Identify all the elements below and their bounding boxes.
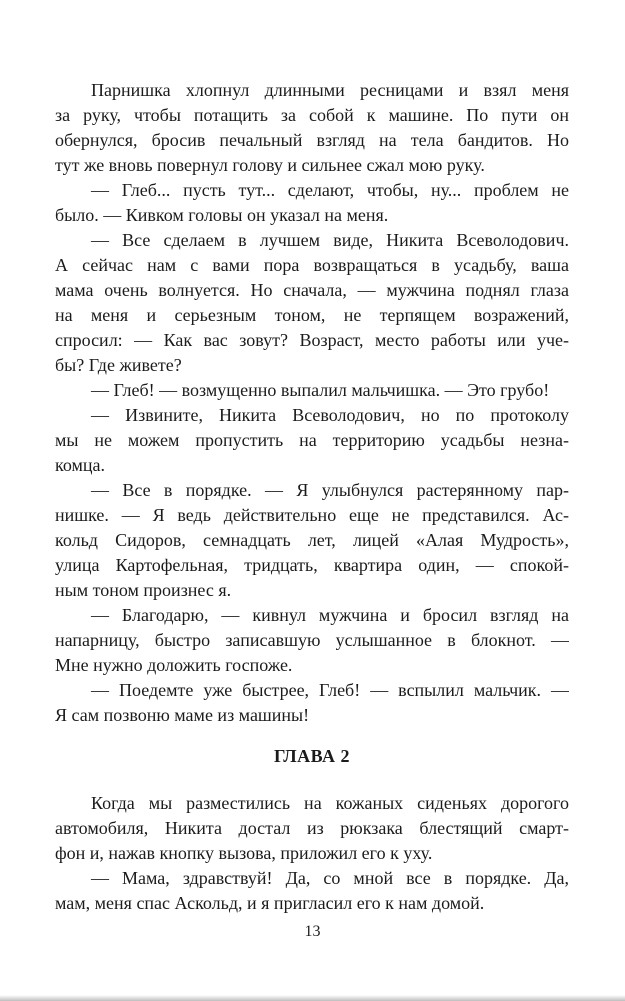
text-line: Когда мы разместились на кожаных сиденьях дорогого <box>91 793 569 813</box>
page-text <box>55 78 569 916</box>
text-line: фон и, нажав кнопку вызова, приложил его к уху. <box>55 843 433 863</box>
paragraph <box>55 866 569 916</box>
text-line: было. — Кивком головы он указал на меня. <box>55 205 389 225</box>
text-line: — Глеб! — возмущенно выпалил мальчишка. — Это грубо! <box>91 380 550 400</box>
paragraph <box>55 603 569 678</box>
paragraph <box>55 791 569 866</box>
text-line: — Извините, Никита Всеволодович, но по протоколу <box>91 405 569 425</box>
paragraph <box>55 228 569 378</box>
text-line: — Все в порядке. — Я улыбнулся растерянному пар- <box>91 480 569 500</box>
text-line: кольд Сидоров, семнадцать лет, лицей «Алая Мудрость», <box>55 530 569 550</box>
text-line: Я сам позвоню маме из машины! <box>55 705 310 725</box>
text-line: ным тоном произнес я. <box>55 580 232 600</box>
text-line: за руку, чтобы потащить за собой к машине. По пути он <box>55 105 569 125</box>
text-line: — Все сделаем в лучшем виде, Никита Всеволодович. <box>91 230 569 250</box>
text-line: автомобиля, Никита достал из рюкзака блестящий смарт- <box>55 818 569 838</box>
paragraph <box>55 78 569 178</box>
paragraph <box>55 178 569 228</box>
text-line: — Благодарю, — кивнул мужчина и бросил взгляд на <box>91 605 569 625</box>
text-line: спросил: — Как вас зовут? Возраст, место работы или уче- <box>55 330 569 350</box>
text-line: нишке. — Я ведь действительно еще не представился. Ас- <box>55 505 569 525</box>
text-line: обернулся, бросив печальный взгляд на тела бандитов. Но <box>55 130 569 150</box>
text-line: комца. <box>55 455 106 475</box>
chapter-heading: ГЛАВА 2 <box>273 746 351 766</box>
paragraph <box>55 378 569 403</box>
page-bottom-edge <box>0 995 625 1001</box>
text-line: улица Картофельная, тридцать, квартира один, — спокой- <box>55 555 569 575</box>
text-line: мы не можем пропустить на территорию усадьбы незна- <box>55 430 569 450</box>
text-line: — Поедемте уже быстрее, Глеб! — вспылил мальчик. — <box>91 680 569 700</box>
text-line: бы? Где живете? <box>55 355 182 375</box>
paragraph <box>55 478 569 603</box>
text-line: напарницу, быстро записавшую услышанное в блокнот. — <box>55 630 569 650</box>
text-line: А сейчас нам с вами пора возвращаться в усадьбу, ваша <box>55 255 569 275</box>
text-line: мама очень волнуется. Но сначала, — мужчина поднял глаза <box>55 280 569 300</box>
text-line: Парнишка хлопнул длинными ресницами и взял меня <box>91 80 569 100</box>
text-line: мам, меня спас Аскольд, и я пригласил его к нам домой. <box>55 893 485 913</box>
text-line: на меня и серьезным тоном, не терпящем возражений, <box>55 305 569 325</box>
paragraph <box>55 403 569 478</box>
text-line: тут же вновь повернул голову и сильнее сжал мою руку. <box>55 155 485 175</box>
text-line: Мне нужно доложить госпоже. <box>55 655 293 675</box>
page-number: 13 <box>304 923 321 940</box>
text-line: — Мама, здравствуй! Да, со мной все в порядке. Да, <box>91 868 569 888</box>
paragraph <box>55 678 569 728</box>
text-line: — Глеб... пусть тут... сделают, чтобы, ну... проблем не <box>91 180 569 200</box>
